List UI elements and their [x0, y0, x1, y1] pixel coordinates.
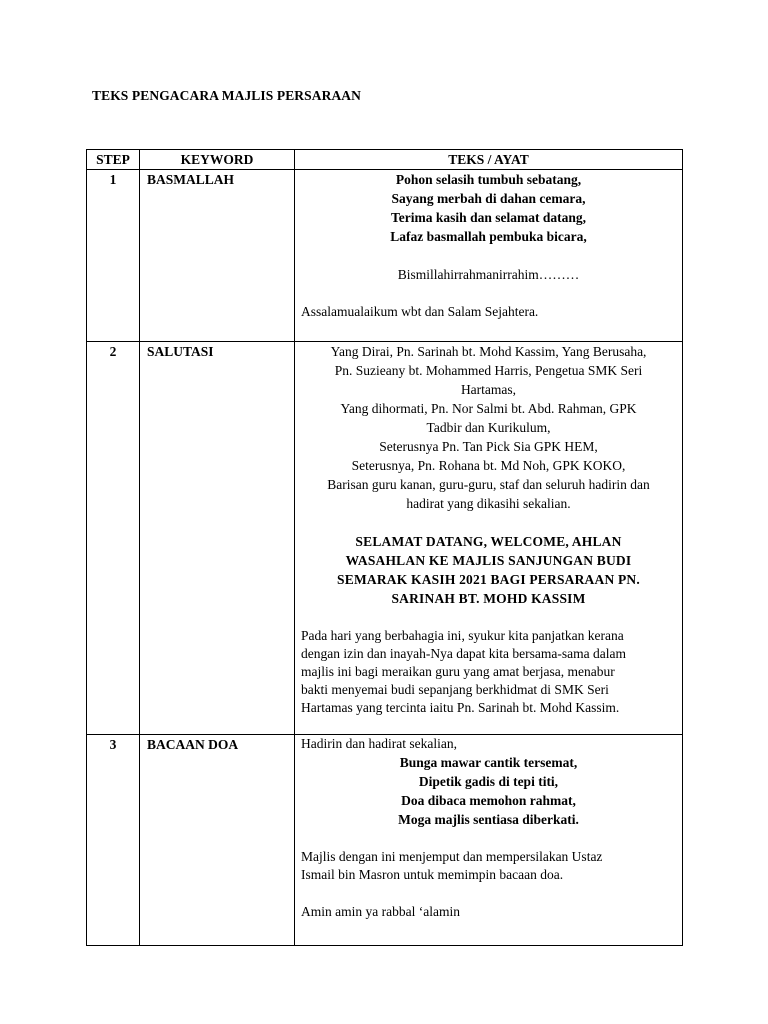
invitation-line: Ismail bin Masron untuk memimpin bacaan doa. [301, 867, 564, 882]
table-row [87, 735, 683, 946]
paragraph-line: bakti menyemai budi sepanjang berkhidmat di SMK Seri [301, 682, 609, 697]
pantun-line: Moga majlis sentiasa diberkati. [398, 812, 579, 827]
paragraph-line: majlis ini bagi meraikan guru yang amat berjasa, menabur [301, 664, 615, 679]
paragraph-line: dengan izin dan inayah-Nya dapat kita bersama-sama dalam [301, 646, 626, 661]
salutation-line: Pn. Suzieany bt. Mohammed Harris, Pengetua SMK Seri [334, 363, 643, 378]
salutation-line: hadirat yang dikasihi sekalian. [406, 496, 571, 511]
keyword-cell: BACAAN DOA [140, 735, 295, 946]
invitation-line: Majlis dengan ini menjemput dan mempersilakan Ustaz [301, 849, 603, 864]
header-step: STEP [87, 150, 140, 170]
salutation-line: Seterusnya Pn. Tan Pick Sia GPK HEM, [379, 439, 598, 454]
table-row [87, 170, 683, 342]
pantun-line: Sayang merbah di dahan cemara, [391, 191, 586, 206]
table-row [87, 342, 683, 735]
pantun-line: Dipetik gadis di tepi titi, [418, 774, 559, 789]
welcome-announcement-line: SARINAH BT. MOHD KASSIM [391, 591, 586, 606]
pantun-line: Bunga mawar cantik tersemat, [399, 755, 578, 770]
closing-line: Amin amin ya rabbal ‘alamin [301, 904, 460, 919]
header-teks: TEKS / AYAT [295, 150, 683, 170]
script-table [86, 149, 683, 946]
salutation-line: Tadbir dan Kurikulum, [426, 420, 551, 435]
teks-cell [295, 342, 683, 735]
welcome-announcement-line: WASAHLAN KE MAJLIS SANJUNGAN BUDI [345, 553, 632, 568]
teks-cell [295, 170, 683, 342]
salutation-line: Barisan guru kanan, guru-guru, staf dan seluruh hadirin dan [327, 477, 650, 492]
pantun-line: Doa dibaca memohon rahmat, [401, 793, 576, 808]
greeting-line: Assalamualaikum wbt dan Salam Sejahtera. [301, 304, 539, 319]
welcome-announcement-line: SELAMAT DATANG, WELCOME, AHLAN [355, 534, 622, 549]
page-title: TEKS PENGACARA MAJLIS PERSARAAN [92, 88, 362, 103]
keyword-cell: SALUTASI [140, 342, 295, 735]
salutation-line: Yang Dirai, Pn. Sarinah bt. Mohd Kassim, Yang Berusaha, [330, 344, 647, 359]
step-number: 2 [87, 342, 140, 735]
step-number: 1 [87, 170, 140, 342]
pantun-line: Pohon selasih tumbuh sebatang, [395, 172, 582, 187]
intro-line: Hadirin dan hadirat sekalian, [301, 736, 457, 751]
keyword-cell: BASMALLAH [140, 170, 295, 342]
salutation-line: Seterusnya, Pn. Rohana bt. Md Noh, GPK KOKO, [351, 458, 626, 473]
table-header-row [87, 150, 683, 170]
paragraph-line: Pada hari yang berbahagia ini, syukur kita panjatkan kerana [301, 628, 624, 643]
salutation-line: Yang dihormati, Pn. Nor Salmi bt. Abd. Rahman, GPK [340, 401, 637, 416]
header-keyword: KEYWORD [140, 150, 295, 170]
teks-cell [295, 735, 683, 946]
salutation-line: Hartamas, [460, 382, 517, 397]
paragraph-line: Hartamas yang tercinta iaitu Pn. Sarinah bt. Mohd Kassim. [301, 700, 620, 715]
step-number: 3 [87, 735, 140, 946]
pantun-line: Terima kasih dan selamat datang, [391, 210, 586, 225]
welcome-announcement-line: SEMARAK KASIH 2021 BAGI PERSARAAN PN. [337, 572, 640, 587]
pantun-line: Lafaz basmallah pembuka bicara, [390, 229, 587, 244]
bismillah-line: Bismillahirrahmanirrahim……… [397, 267, 580, 282]
